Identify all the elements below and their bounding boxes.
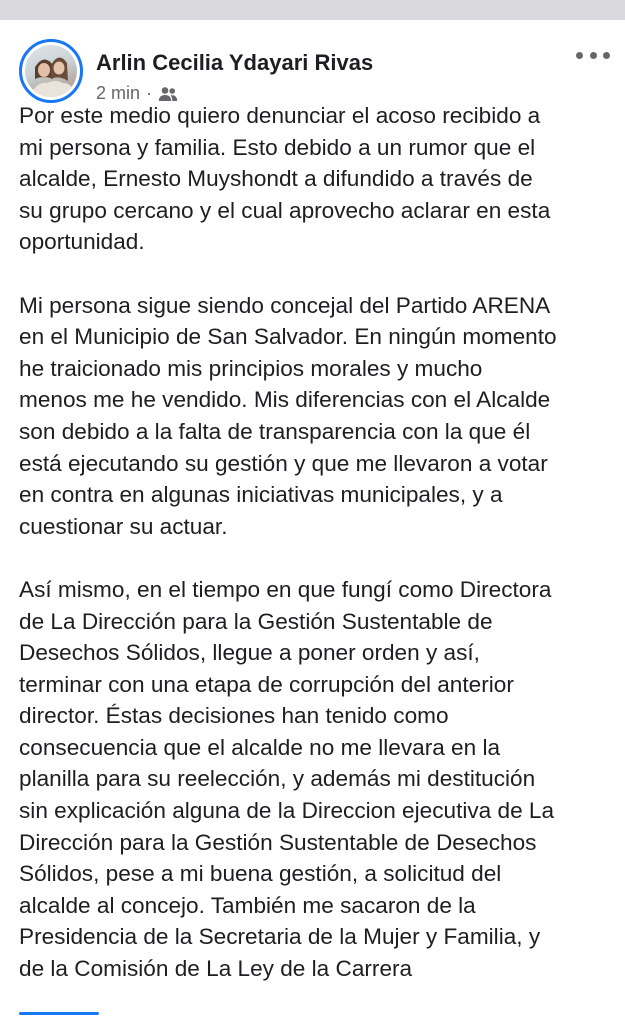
- avatar-photo-icon: [25, 45, 77, 97]
- link-underline: [19, 1012, 99, 1015]
- avatar-photo: [25, 45, 77, 97]
- author-name[interactable]: Arlin Cecilia Ydayari Rivas: [96, 50, 374, 75]
- avatar[interactable]: [19, 39, 83, 103]
- post-time[interactable]: 2 min: [96, 83, 141, 103]
- top-divider: [0, 0, 625, 20]
- post-text: [19, 100, 614, 985]
- more-options-icon[interactable]: [576, 48, 610, 62]
- post-paragraph-1: Por este medio quiero denunciar el acoso recibido a mi persona y familia. Esto debido a un rumor que el alcalde, Ernesto Muyshondt a difundido a través de su grupo cercano y el cual aprovecho aclarar en esta oportunidad.: [19, 103, 551, 255]
- post-paragraph-2: Mi persona sigue siendo concejal del Partido ARENA en el Municipio de San Salvador. En ningún momento he traicionado mis principios morales y mucho menos me he vendido. Mis diferencias con el Alcalde son debido a la falta de transparencia con la que él está ejecutando su gestión y que me llevaron a votar en contra en algunas iniciativas municipales, y a cuestionar su actuar.: [19, 292, 557, 539]
- meta-separator: ·: [146, 83, 153, 103]
- post-paragraph-3: Así mismo, en el tiempo en que fungí como Directora de La Dirección para la Gestión Sustentable de Desechos Sólidos, llegue a poner orden y así, terminar con una etapa de corrupción del anterior director. Éstas decisiones han tenido como consecuencia que el alcalde no me llevara en la planilla para su reelección, y además mi destitución sin explicación alguna de la Direccion ejecutiva de La Dirección para la Gestión Sustentable de Desechos Sólidos, pese a mi buena gestión, a solicitud del alcalde al concejo. También me sacaron de la Presidencia de la Secretaria de la Mujer y Familia, y de la Comisión de La Ley de la Carrera: [19, 576, 555, 982]
